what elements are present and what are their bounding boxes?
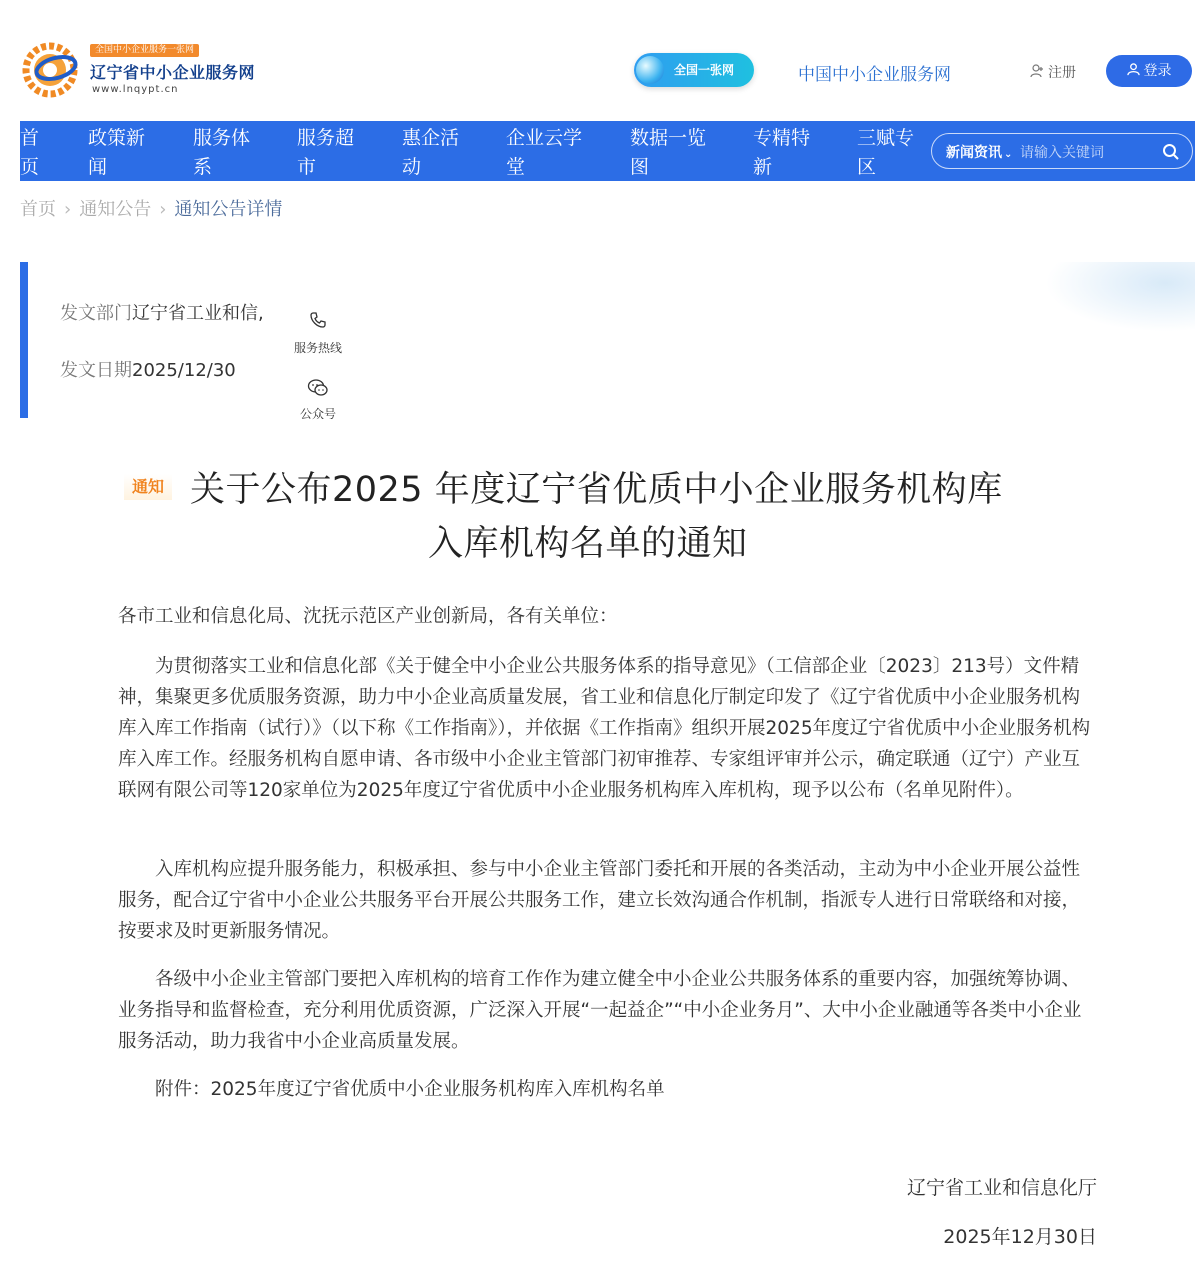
document-info-box	[20, 262, 1195, 418]
search-category-label: 新闻资讯	[946, 145, 1002, 161]
nav-item-benefit-events[interactable]: 惠企活动	[402, 127, 460, 178]
nav-item-sanfu-zone[interactable]: 三赋专区	[857, 127, 915, 178]
info-accent-bar	[20, 262, 28, 418]
article-title-line1: 关于公布2025 年度辽宁省优质中小企业服务机构库	[190, 470, 1003, 510]
nav-item-service-market[interactable]: 服务超市	[297, 127, 355, 178]
article-attachment	[118, 1074, 1098, 1105]
notice-type-tag: 通知	[124, 474, 172, 500]
issue-date-label: 发文日期	[60, 360, 132, 381]
service-hotline-label: 服务热线	[293, 341, 342, 355]
article-salutation	[118, 601, 1098, 632]
national-network-button[interactable]	[634, 53, 754, 87]
search-input[interactable]: 请输入关键词	[1020, 145, 1104, 161]
user-icon	[1127, 63, 1140, 76]
paragraph-text: 各级中小企业主管部门要把入库机构的培育工作作为建立健全中小企业公共服务体系的重要内容，加强统筹协调、业务指导和监督检查，充分利用优质资源，广泛深入开展“一起益企”“中小企业务月”、大中小企业融通等各类中小企业服务活动，助力我省中小企业高质量发展。	[118, 969, 1082, 1052]
logo-url: www.lnqypt.cn	[92, 84, 179, 95]
chevron-right-icon: ›	[159, 199, 167, 220]
nav-item-home[interactable]: 首页	[20, 127, 40, 178]
china-sme-network-link[interactable]: 中国中小企业服务网	[798, 65, 951, 85]
issuing-dept-value: 辽宁省工业和信,	[132, 303, 264, 324]
search-category-select[interactable]	[946, 142, 1012, 162]
article-paragraph-2	[118, 854, 1098, 947]
wechat-account-label: 公众号	[299, 407, 336, 421]
issue-date-value: 2025/12/30	[132, 360, 236, 381]
paragraph-text: 为贯彻落实工业和信息化部《关于健全中小企业公共服务体系的指导意见》（工信部企业〔2023〕213号）文件精神，集聚更多优质服务资源，助力中小企业高质量发展，省工业和信息化厅制定印发了《辽宁省优质中小企业服务机构库入库工作指南（试行）》（以下称《工作指南》），并依据《工作指南》组织开展2025年度辽宁省优质中小企业服务机构库入库工作。经服务机构自愿申请、各市级中小企业主管部门初审推荐、专家组评审并公示，确定联通（辽宁）产业互联网有限公司等120家单位为2025年度辽宁省优质中小企业服务机构库入库机构，现予以公布（名单见附件）。	[118, 656, 1091, 801]
attachment-link[interactable]: 附件：2025年度辽宁省优质中小企业服务机构库入库机构名单	[155, 1079, 665, 1100]
chevron-down-icon: ⌄	[1004, 149, 1013, 160]
user-add-icon	[1030, 64, 1044, 78]
breadcrumb-home[interactable]: 首页	[20, 199, 56, 220]
floating-service-panel	[284, 300, 352, 430]
globe-icon	[636, 56, 664, 84]
breadcrumb-current: 通知公告详情	[174, 199, 283, 220]
article-title-line2: 入库机构名单的通知	[428, 524, 748, 564]
register-label: 注册	[1048, 65, 1076, 81]
register-link[interactable]	[1030, 62, 1076, 82]
signature-org: 辽宁省工业和信息化厅	[906, 1177, 1097, 1199]
nav-search-box[interactable]	[931, 133, 1193, 169]
national-network-label: 全国一张网	[674, 63, 735, 77]
info-decoration	[1045, 262, 1195, 332]
breadcrumb	[20, 195, 282, 221]
wechat-account-button[interactable]	[284, 378, 352, 422]
nav-item-specialized[interactable]: 专精特新	[753, 127, 811, 178]
site-logo-icon[interactable]	[22, 42, 82, 98]
wechat-icon	[307, 378, 329, 398]
logo-banner: 全国中小企业服务一张网	[90, 44, 199, 57]
site-header	[0, 0, 1195, 120]
article-paragraph-1	[118, 651, 1098, 806]
article-paragraph-3	[118, 964, 1098, 1057]
nav-item-data-overview[interactable]: 数据一览图	[630, 127, 707, 178]
search-icon[interactable]	[1162, 143, 1180, 161]
signature-date: 2025年12月30日	[943, 1226, 1097, 1248]
salutation-text: 各市工业和信息化局、沈抚示范区产业创新局，各有关单位：	[118, 606, 618, 627]
issue-date-row	[60, 356, 236, 382]
service-hotline-button[interactable]	[284, 310, 352, 356]
nav-item-cloud-school[interactable]: 企业云学堂	[506, 127, 583, 178]
login-label: 登录	[1143, 63, 1172, 79]
phone-icon	[308, 310, 328, 330]
login-button[interactable]	[1106, 55, 1192, 87]
logo-title[interactable]: 辽宁省中小企业服务网	[90, 63, 256, 82]
chevron-right-icon: ›	[64, 199, 72, 220]
issuing-dept-row	[60, 299, 264, 325]
main-nav	[20, 121, 1195, 181]
nav-item-service-system[interactable]: 服务体系	[193, 127, 251, 178]
breadcrumb-notices[interactable]: 通知公告	[79, 199, 152, 220]
nav-item-policy-news[interactable]: 政策新闻	[88, 127, 146, 178]
paragraph-text: 入库机构应提升服务能力，积极承担、参与中小企业主管部门委托和开展的各类活动，主动为中小企业开展公益性服务，配合辽宁省中小企业公共服务平台开展公共服务工作，建立长效沟通合作机制，指派专人进行日常联络和对接，按要求及时更新服务情况。	[118, 859, 1081, 942]
issuing-dept-label: 发文部门	[60, 303, 132, 324]
